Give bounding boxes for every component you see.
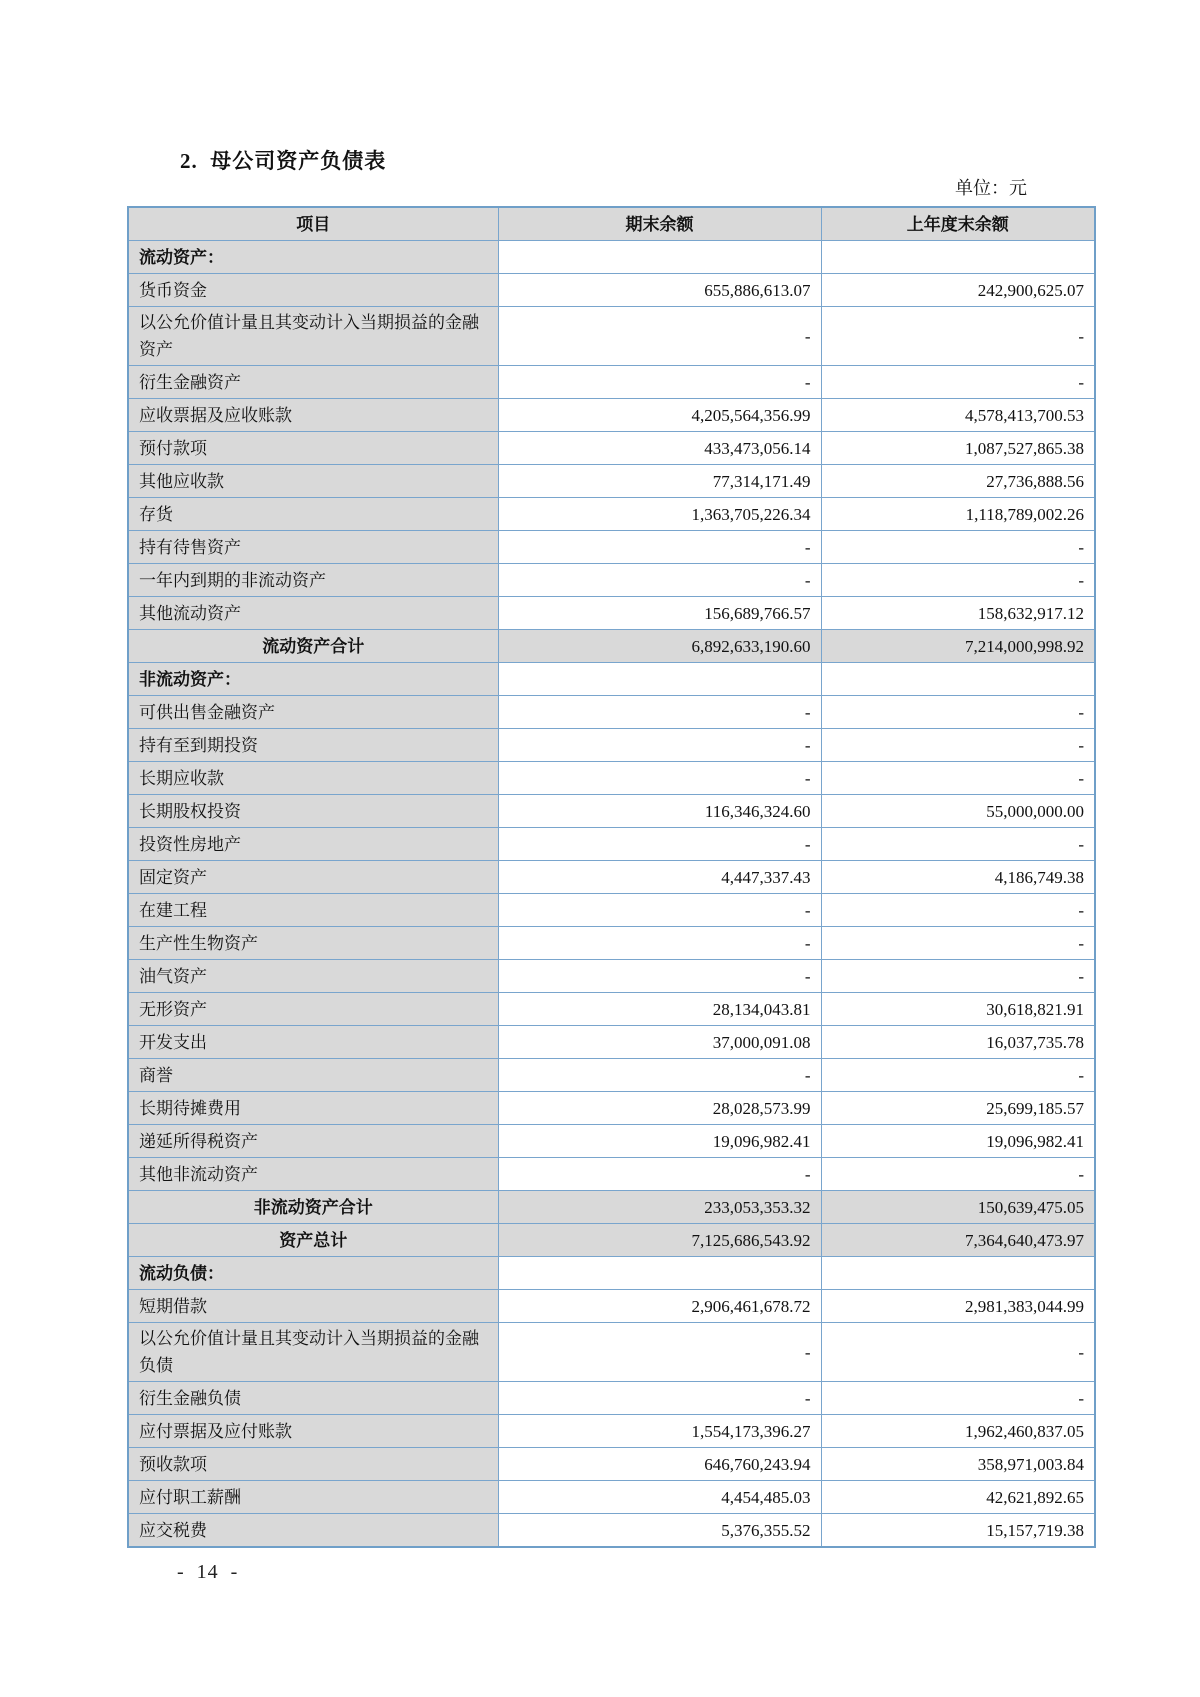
ending-balance-value: 233,053,353.32 [498, 1191, 821, 1224]
ending-balance-value: 156,689,766.57 [498, 597, 821, 630]
prior-year-balance-value [821, 241, 1095, 274]
prior-year-balance-value: 4,578,413,700.53 [821, 399, 1095, 432]
table-row [128, 828, 1095, 861]
prior-year-balance-value: - [821, 927, 1095, 960]
ending-balance-value: 37,000,091.08 [498, 1026, 821, 1059]
prior-year-balance-value: 150,639,475.05 [821, 1191, 1095, 1224]
prior-year-balance-value: - [821, 307, 1095, 366]
ending-balance-value: 6,892,633,190.60 [498, 630, 821, 663]
table-row [128, 1514, 1095, 1548]
section-header-row [128, 663, 1095, 696]
table-row [128, 861, 1095, 894]
table-row [128, 762, 1095, 795]
column-header-prior-year-balance: 上年度末余额 [821, 207, 1095, 241]
table-row [128, 696, 1095, 729]
prior-year-balance-value: 55,000,000.00 [821, 795, 1095, 828]
prior-year-balance-value: 158,632,917.12 [821, 597, 1095, 630]
ending-balance-value: 433,473,056.14 [498, 432, 821, 465]
ending-balance-value: 1,363,705,226.34 [498, 498, 821, 531]
table-row [128, 1290, 1095, 1323]
prior-year-balance-value: 27,736,888.56 [821, 465, 1095, 498]
prior-year-balance-value: 2,981,383,044.99 [821, 1290, 1095, 1323]
balance-sheet-table [127, 206, 1096, 1548]
table-row [128, 795, 1095, 828]
item-label: 应交税费 [128, 1514, 498, 1548]
prior-year-balance-value: 7,364,640,473.97 [821, 1224, 1095, 1257]
balance-sheet-body [128, 241, 1095, 1548]
prior-year-balance-value: - [821, 564, 1095, 597]
item-label: 以公允价值计量且其变动计入当期损益的金融资产 [128, 307, 498, 366]
item-label: 应收票据及应收账款 [128, 399, 498, 432]
prior-year-balance-value: 4,186,749.38 [821, 861, 1095, 894]
table-row [128, 1481, 1095, 1514]
table-row [128, 564, 1095, 597]
item-label: 其他非流动资产 [128, 1158, 498, 1191]
table-row [128, 1448, 1095, 1481]
ending-balance-value: 4,205,564,356.99 [498, 399, 821, 432]
ending-balance-value: - [498, 1158, 821, 1191]
column-header-item: 项目 [128, 207, 498, 241]
table-row [128, 1125, 1095, 1158]
item-label: 资产总计 [128, 1224, 498, 1257]
ending-balance-value: 4,454,485.03 [498, 1481, 821, 1514]
ending-balance-value: - [498, 894, 821, 927]
ending-balance-value: - [498, 1059, 821, 1092]
table-row [128, 1026, 1095, 1059]
item-label: 油气资产 [128, 960, 498, 993]
ending-balance-value: 28,134,043.81 [498, 993, 821, 1026]
prior-year-balance-value: - [821, 729, 1095, 762]
item-label: 可供出售金融资产 [128, 696, 498, 729]
prior-year-balance-value: - [821, 531, 1095, 564]
table-row [128, 1415, 1095, 1448]
item-label: 其他应收款 [128, 465, 498, 498]
ending-balance-value: - [498, 927, 821, 960]
ending-balance-value: - [498, 762, 821, 795]
item-label: 存货 [128, 498, 498, 531]
table-row [128, 927, 1095, 960]
item-label: 流动资产： [128, 241, 498, 274]
prior-year-balance-value [821, 663, 1095, 696]
table-row [128, 1059, 1095, 1092]
item-label: 商誉 [128, 1059, 498, 1092]
prior-year-balance-value: 358,971,003.84 [821, 1448, 1095, 1481]
prior-year-balance-value: 42,621,892.65 [821, 1481, 1095, 1514]
prior-year-balance-value: 1,087,527,865.38 [821, 432, 1095, 465]
item-label: 预收款项 [128, 1448, 498, 1481]
item-label: 开发支出 [128, 1026, 498, 1059]
table-row [128, 1158, 1095, 1191]
table-row [128, 432, 1095, 465]
ending-balance-value: 19,096,982.41 [498, 1125, 821, 1158]
item-label: 长期待摊费用 [128, 1092, 498, 1125]
ending-balance-value: 5,376,355.52 [498, 1514, 821, 1548]
ending-balance-value: - [498, 828, 821, 861]
ending-balance-value [498, 663, 821, 696]
prior-year-balance-value: - [821, 762, 1095, 795]
table-row [128, 729, 1095, 762]
ending-balance-value [498, 241, 821, 274]
prior-year-balance-value: 1,118,789,002.26 [821, 498, 1095, 531]
item-label: 长期股权投资 [128, 795, 498, 828]
table-row [128, 465, 1095, 498]
prior-year-balance-value: - [821, 894, 1095, 927]
total-row [128, 1191, 1095, 1224]
ending-balance-value: - [498, 366, 821, 399]
header-row [128, 207, 1095, 241]
prior-year-balance-value: - [821, 366, 1095, 399]
item-label: 货币资金 [128, 274, 498, 307]
section-header-row [128, 1257, 1095, 1290]
item-label: 投资性房地产 [128, 828, 498, 861]
prior-year-balance-value: - [821, 828, 1095, 861]
table-row [128, 1092, 1095, 1125]
item-label: 在建工程 [128, 894, 498, 927]
ending-balance-value: - [498, 1382, 821, 1415]
item-label: 递延所得税资产 [128, 1125, 498, 1158]
ending-balance-value: - [498, 696, 821, 729]
ending-balance-value: 1,554,173,396.27 [498, 1415, 821, 1448]
item-label: 非流动资产： [128, 663, 498, 696]
table-row [128, 399, 1095, 432]
item-label: 预付款项 [128, 432, 498, 465]
unit-label: 单位：元 [955, 178, 1027, 198]
item-label: 持有待售资产 [128, 531, 498, 564]
total-row [128, 630, 1095, 663]
prior-year-balance-value: 1,962,460,837.05 [821, 1415, 1095, 1448]
prior-year-balance-value: - [821, 696, 1095, 729]
table-row [128, 597, 1095, 630]
item-label: 持有至到期投资 [128, 729, 498, 762]
prior-year-balance-value: - [821, 960, 1095, 993]
item-label: 固定资产 [128, 861, 498, 894]
table-row [128, 1382, 1095, 1415]
item-label: 短期借款 [128, 1290, 498, 1323]
ending-balance-value: - [498, 564, 821, 597]
ending-balance-value: - [498, 307, 821, 366]
ending-balance-value: 7,125,686,543.92 [498, 1224, 821, 1257]
prior-year-balance-value: - [821, 1158, 1095, 1191]
item-label: 衍生金融资产 [128, 366, 498, 399]
table-row [128, 274, 1095, 307]
prior-year-balance-value: - [821, 1382, 1095, 1415]
item-label: 长期应收款 [128, 762, 498, 795]
prior-year-balance-value: 16,037,735.78 [821, 1026, 1095, 1059]
prior-year-balance-value [821, 1257, 1095, 1290]
prior-year-balance-value: 242,900,625.07 [821, 274, 1095, 307]
table-row [128, 366, 1095, 399]
table-row [128, 498, 1095, 531]
ending-balance-value [498, 1257, 821, 1290]
item-label: 其他流动资产 [128, 597, 498, 630]
item-label: 流动负债： [128, 1257, 498, 1290]
ending-balance-value: 2,906,461,678.72 [498, 1290, 821, 1323]
table-row [128, 993, 1095, 1026]
item-label: 生产性生物资产 [128, 927, 498, 960]
ending-balance-value: 77,314,171.49 [498, 465, 821, 498]
item-label: 流动资产合计 [128, 630, 498, 663]
ending-balance-value: - [498, 960, 821, 993]
item-label: 应付票据及应付账款 [128, 1415, 498, 1448]
section-header-row [128, 241, 1095, 274]
table-row [128, 531, 1095, 564]
prior-year-balance-value: - [821, 1323, 1095, 1382]
ending-balance-value: 646,760,243.94 [498, 1448, 821, 1481]
prior-year-balance-value: 30,618,821.91 [821, 993, 1095, 1026]
prior-year-balance-value: 7,214,000,998.92 [821, 630, 1095, 663]
page-number: - 14 - [177, 1561, 239, 1583]
ending-balance-value: - [498, 1323, 821, 1382]
item-label: 无形资产 [128, 993, 498, 1026]
ending-balance-value: - [498, 729, 821, 762]
table-header [128, 207, 1095, 241]
prior-year-balance-value: 15,157,719.38 [821, 1514, 1095, 1548]
table-row [128, 307, 1095, 366]
table-row [128, 1323, 1095, 1382]
table-row [128, 894, 1095, 927]
ending-balance-value: 116,346,324.60 [498, 795, 821, 828]
ending-balance-value: 655,886,613.07 [498, 274, 821, 307]
ending-balance-value: 4,447,337.43 [498, 861, 821, 894]
prior-year-balance-value: 25,699,185.57 [821, 1092, 1095, 1125]
item-label: 非流动资产合计 [128, 1191, 498, 1224]
total-row [128, 1224, 1095, 1257]
item-label: 一年内到期的非流动资产 [128, 564, 498, 597]
table-row [128, 960, 1095, 993]
ending-balance-value: 28,028,573.99 [498, 1092, 821, 1125]
page-title: 2. 母公司资产负债表 [180, 149, 387, 173]
ending-balance-value: - [498, 531, 821, 564]
prior-year-balance-value: 19,096,982.41 [821, 1125, 1095, 1158]
prior-year-balance-value: - [821, 1059, 1095, 1092]
column-header-ending-balance: 期末余额 [498, 207, 821, 241]
item-label: 以公允价值计量且其变动计入当期损益的金融负债 [128, 1323, 498, 1382]
item-label: 应付职工薪酬 [128, 1481, 498, 1514]
item-label: 衍生金融负债 [128, 1382, 498, 1415]
